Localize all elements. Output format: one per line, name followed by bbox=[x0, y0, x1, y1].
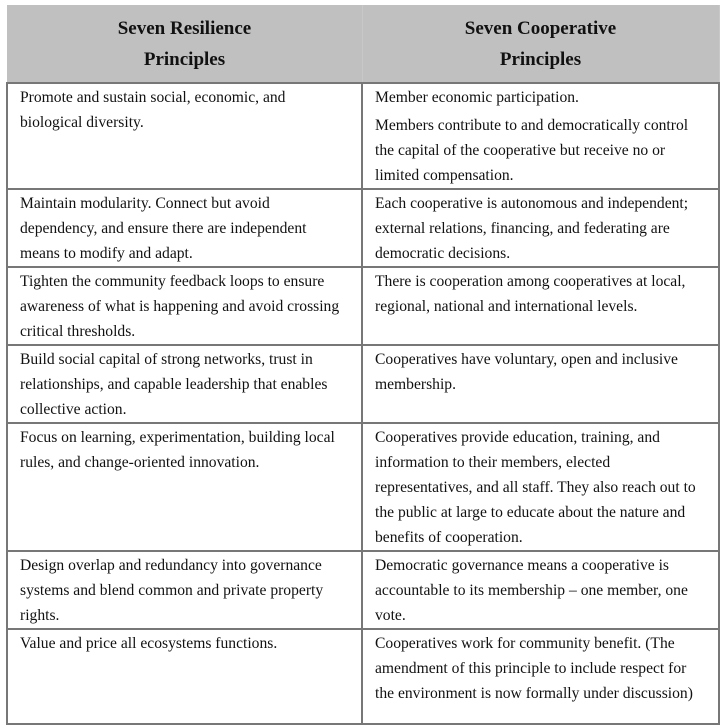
table-row bbox=[7, 551, 719, 629]
table-row bbox=[7, 345, 719, 423]
header-row bbox=[7, 5, 719, 83]
header-cooperative-principles bbox=[362, 5, 719, 83]
table-row bbox=[7, 189, 719, 267]
cooperative-cell bbox=[362, 423, 719, 551]
principles-table bbox=[6, 5, 720, 725]
cell-text: Cooperatives have voluntary, open and inclusive membership. bbox=[375, 351, 678, 393]
header-line: Seven Resilience bbox=[117, 17, 252, 39]
cell-text: Design overlap and redundancy into governance systems and blend common and private property rights. bbox=[20, 557, 324, 624]
table-row bbox=[7, 83, 719, 189]
cooperative-cell bbox=[362, 551, 719, 629]
resilience-cell bbox=[7, 629, 362, 724]
header-resilience-principles bbox=[7, 5, 362, 83]
table-row bbox=[7, 423, 719, 551]
header-line: Principles bbox=[499, 48, 582, 70]
cooperative-cell bbox=[362, 345, 719, 423]
header-line: Seven Cooperative bbox=[464, 17, 617, 39]
table-row bbox=[7, 267, 719, 345]
header-line: Principles bbox=[143, 48, 226, 70]
cell-text: Promote and sustain social, economic, and biological diversity. bbox=[20, 89, 286, 131]
resilience-cell bbox=[7, 189, 362, 267]
resilience-cell bbox=[7, 551, 362, 629]
resilience-cell bbox=[7, 345, 362, 423]
cell-text: Build social capital of strong networks, trust in relationships, and capable leadership that enables collective action. bbox=[20, 351, 328, 418]
cell-text: Democratic governance means a cooperative is accountable to its membership – one member, one vote. bbox=[375, 557, 688, 624]
cell-text: Focus on learning, experimentation, building local rules, and change-oriented innovation. bbox=[20, 429, 335, 471]
cooperative-cell bbox=[362, 83, 719, 189]
cell-text: Tighten the community feedback loops to ensure awareness of what is happening and avoid crossing critical thresholds. bbox=[20, 273, 340, 340]
cooperative-cell bbox=[362, 629, 719, 724]
table-row bbox=[7, 629, 719, 724]
cooperative-cell bbox=[362, 267, 719, 345]
resilience-cell bbox=[7, 83, 362, 189]
resilience-cell bbox=[7, 423, 362, 551]
cell-text: Each cooperative is autonomous and independent; external relations, financing, and federating are democratic decisions. bbox=[375, 195, 689, 262]
cell-text: Member economic participation. bbox=[375, 89, 579, 106]
cooperative-cell bbox=[362, 189, 719, 267]
cell-text: Maintain modularity. Connect but avoid dependency, and ensure there are independent means to modify and adapt. bbox=[20, 195, 307, 262]
cell-text: Cooperatives work for community benefit. (The amendment of this principle to include respect for the environment is now formally under discussion) bbox=[375, 635, 693, 702]
resilience-cell bbox=[7, 267, 362, 345]
cell-text: There is cooperation among cooperatives at local, regional, national and international levels. bbox=[375, 273, 686, 315]
cell-text: Value and price all ecosystems functions. bbox=[20, 635, 278, 652]
cell-text: Cooperatives provide education, training, and information to their members, elected representatives, and all staff. They also reach out to the public at large to educate about the nature and benefits of cooperation. bbox=[375, 429, 696, 546]
cell-text: Members contribute to and democratically control the capital of the cooperative but receive no or limited compensation. bbox=[375, 117, 689, 184]
